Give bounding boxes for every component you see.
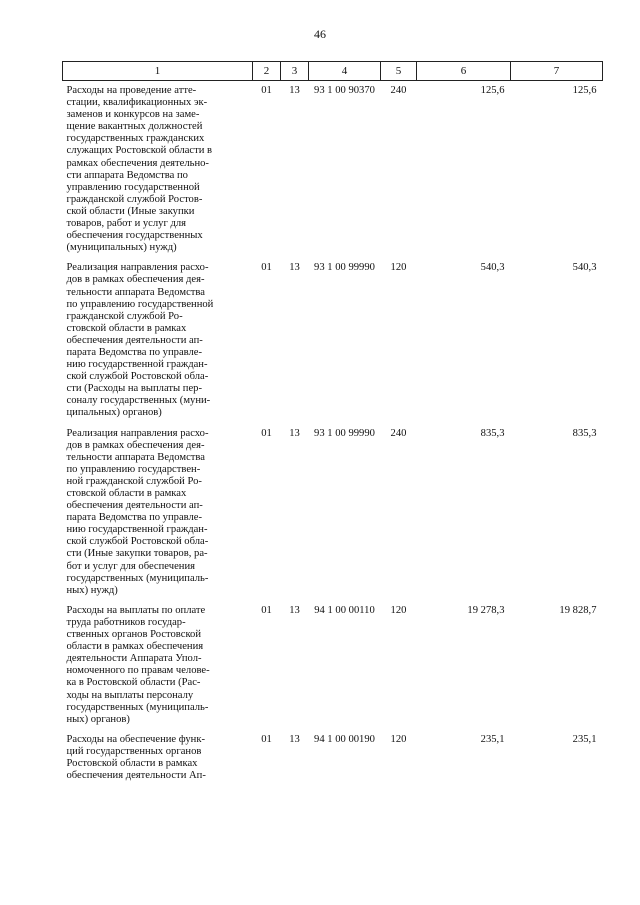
header-col-1: 1 <box>63 62 253 81</box>
description-line: управлению государственной <box>66 181 200 193</box>
cell-c4: 93 1 00 99990 <box>314 262 375 274</box>
description-line: Расходы на проведение атте- <box>66 85 197 96</box>
description-line: товаров, работ и услуг для <box>66 218 187 230</box>
cell-c7: 19 828,7 <box>559 604 597 616</box>
header-col-6: 6 <box>417 62 511 81</box>
description-line: рамках обеспечения деятельно- <box>66 157 209 169</box>
description-line: гражданской службой Ро- <box>66 310 183 322</box>
header-col-3: 3 <box>281 62 309 81</box>
table-row <box>63 601 603 730</box>
description-line: Расходы на обеспечение функ- <box>66 733 205 745</box>
description-line: ской области (Иные закупки <box>66 205 195 217</box>
cell-c2: 01 <box>261 604 272 616</box>
table-row <box>63 730 603 786</box>
cell-c4: 94 1 00 00190 <box>314 733 375 745</box>
cell-c6: 235,1 <box>480 733 505 745</box>
description-line: нию государственной граждан- <box>66 359 208 371</box>
cell-c5: 120 <box>390 604 407 616</box>
cell-c6: 19 278,3 <box>467 604 505 616</box>
cell-c3: 13 <box>289 85 300 96</box>
description-line: государственных (муниципаль- <box>66 572 209 584</box>
description-line: гражданской службой Ростов- <box>66 193 203 205</box>
row-description <box>63 601 253 730</box>
description-line: парата Ведомства по управле- <box>66 346 203 358</box>
cell-c2: 01 <box>261 427 272 439</box>
cell-c3: 13 <box>289 427 300 439</box>
description-line: государственных (муниципаль- <box>66 701 209 713</box>
cell-c6: 125,6 <box>480 85 505 96</box>
cell-c2: 01 <box>261 733 272 745</box>
header-col-5: 5 <box>381 62 417 81</box>
description-line: обеспечения деятельности ап- <box>66 334 203 346</box>
description-line: стации, квалификационных эк- <box>66 97 208 109</box>
description-line: стовской области в рамках <box>66 488 187 499</box>
page-number: 46 <box>314 27 326 41</box>
cell-c3: 13 <box>289 733 300 745</box>
budget-table <box>62 61 603 786</box>
description-line: Реализация направления расхо- <box>66 262 209 274</box>
description-line: Расходы на выплаты по оплате <box>66 604 206 616</box>
description-line: служащих Ростовской области в <box>66 145 213 157</box>
description-line: тельности аппарата Ведомства <box>66 451 205 463</box>
description-line: деятельности Аппарата Упол- <box>66 653 202 665</box>
cell-c7: 835,3 <box>572 427 597 439</box>
row-description <box>63 424 253 601</box>
cell-c3: 13 <box>289 604 300 616</box>
description-line: ка в Ростовской области (Рас- <box>66 677 201 689</box>
description-line: по управлению государственной <box>66 298 214 310</box>
description-line: государственных гражданских <box>66 133 205 145</box>
description-line: ципальных) органов) <box>66 407 162 419</box>
cell-c5: 240 <box>390 427 407 439</box>
description-line: (муниципальных) нужд) <box>66 242 177 254</box>
description-line: по управлению государствен- <box>66 463 201 475</box>
description-line: сти (Расходы на выплаты пер- <box>66 383 202 395</box>
description-line: дов в рамках обеспечения дея- <box>66 274 205 286</box>
description-line: ской службой Ростовской обла- <box>66 536 209 548</box>
description-line: тельности аппарата Ведомства <box>66 286 205 298</box>
description-line: заменов и конкурсов на заме- <box>66 109 200 121</box>
description-line: нию государственной граждан- <box>66 524 208 536</box>
description-line: сти аппарата Ведомства по <box>66 169 188 181</box>
cell-c2: 01 <box>261 262 272 274</box>
description-line: ных) органов) <box>66 713 130 725</box>
cell-c6: 540,3 <box>480 262 505 274</box>
cell-c4: 93 1 00 90370 <box>314 85 375 96</box>
description-line: обеспечения деятельности Ап- <box>66 770 206 782</box>
cell-c6: 835,3 <box>480 427 505 439</box>
header-col-2: 2 <box>253 62 281 81</box>
description-line: парата Ведомства по управле- <box>66 512 203 524</box>
description-line: щение вакантных должностей <box>66 121 203 133</box>
table-row <box>63 424 603 601</box>
description-line: ной гражданской службой Ро- <box>66 475 202 487</box>
description-line: соналу государственных (муни- <box>66 395 211 407</box>
description-line: ций государственных органов <box>66 745 202 757</box>
cell-c7: 235,1 <box>572 733 597 745</box>
description-line: ской службой Ростовской обла- <box>66 371 209 383</box>
description-line: ходы на выплаты персоналу <box>66 689 194 701</box>
table-row <box>63 258 603 423</box>
header-col-4: 4 <box>309 62 381 81</box>
cell-c5: 240 <box>390 85 407 96</box>
cell-c7: 540,3 <box>572 262 597 274</box>
cell-c7: 125,6 <box>572 85 597 96</box>
description-line: Реализация направления расхо- <box>66 427 209 439</box>
description-line: бот и услуг для обеспечения <box>66 560 195 572</box>
description-line: сти (Иные закупки товаров, ра- <box>66 548 208 560</box>
description-line: ственных органов Ростовской <box>66 629 202 641</box>
description-line: Ростовской области в рамках <box>66 757 198 769</box>
cell-c2: 01 <box>261 85 272 96</box>
cell-c4: 93 1 00 99990 <box>314 427 375 439</box>
description-line: стовской области в рамках <box>66 322 187 334</box>
description-line: дов в рамках обеспечения дея- <box>66 439 205 451</box>
header-col-7: 7 <box>511 62 603 81</box>
description-line: труда работников государ- <box>66 616 186 628</box>
table-header-row <box>63 62 603 81</box>
row-description <box>63 730 253 786</box>
cell-c5: 120 <box>390 262 407 274</box>
description-line: ных) нужд) <box>66 584 118 596</box>
cell-c5: 120 <box>390 733 407 745</box>
description-line: обеспечения деятельности ап- <box>66 500 203 512</box>
row-description <box>63 258 253 423</box>
cell-c4: 94 1 00 00110 <box>314 604 375 616</box>
description-line: обеспечения государственных <box>66 230 203 242</box>
cell-c3: 13 <box>289 262 300 274</box>
table-row <box>63 81 603 259</box>
description-line: области в рамках обеспечения <box>66 641 204 653</box>
row-description <box>63 81 253 259</box>
description-line: номоченного по правам челове- <box>66 665 210 677</box>
